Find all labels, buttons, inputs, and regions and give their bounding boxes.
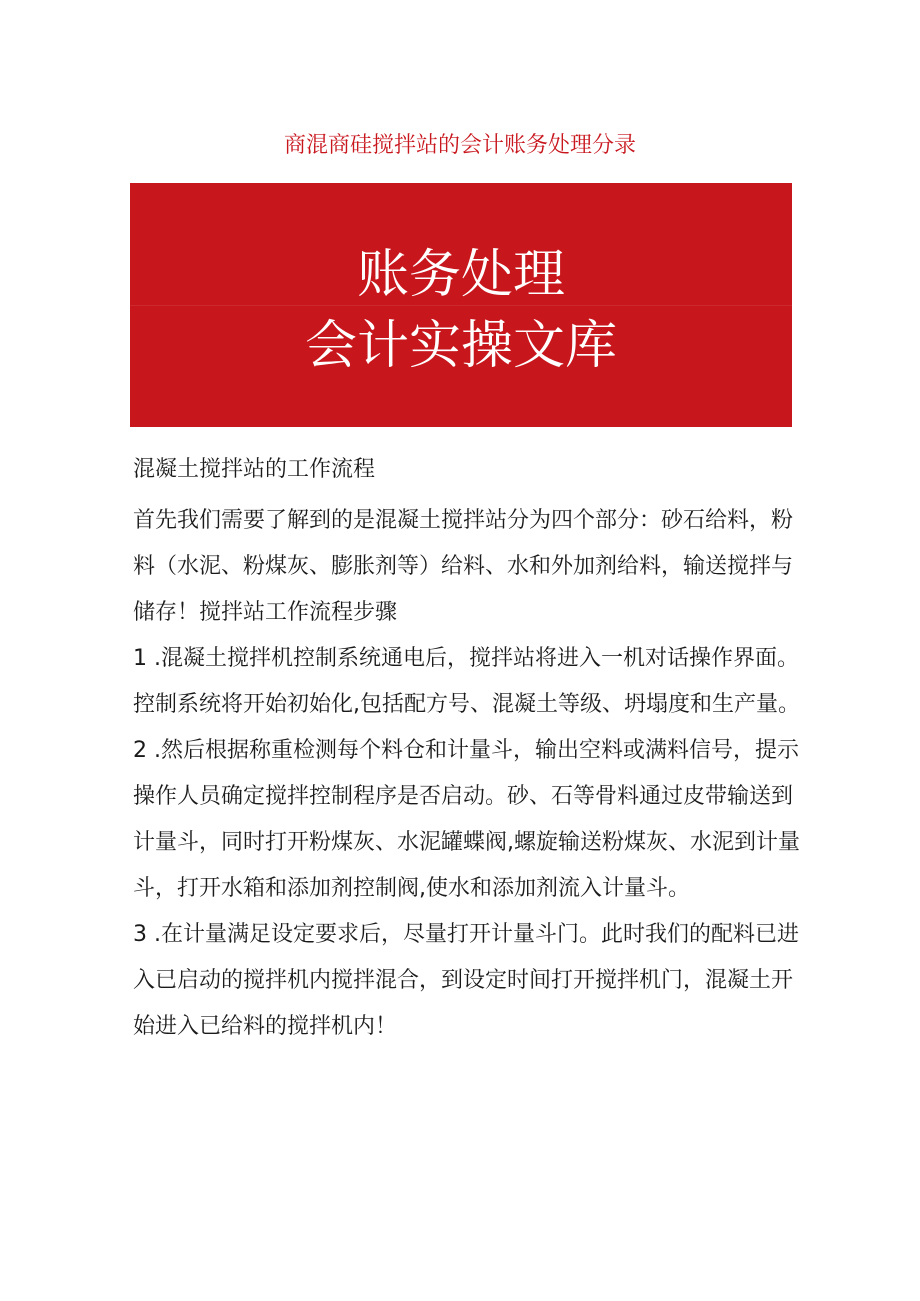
step-2-paragraph: 2 .然后根据称重检测每个料仓和计量斗，输出空料或满料信号，提示操作人员确定搅拌控制程序是否启动。砂、石等骨料通过皮带输送到计量斗，同时打开粉煤灰、水泥罐蝶阀,螺旋输送粉煤灰、水泥到计量斗，打开水箱和添加剂控制阀,使水和添加剂流入计量斗。 [133, 738, 800, 901]
intro-paragraph: 首先我们需要了解到的是混凝土搅拌站分为四个部分：砂石给料，粉料（水泥、粉煤灰、膨胀剂等）给料、水和外加剂给料，输送搅拌与储存！搅拌站工作流程步骤 [133, 508, 794, 625]
title-banner [130, 183, 792, 427]
document-body [133, 450, 803, 1050]
banner-title-line-1: 账务处理 [356, 245, 565, 305]
banner-title-line-2: 会计实操文库 [304, 316, 617, 376]
step-1-paragraph: 1 .混凝土搅拌机控制系统通电后，搅拌站将进入一机对话操作界面。控制系统将开始初始化,包括配方号、混凝土等级、坍塌度和生产量。 [133, 646, 800, 717]
step-3-paragraph: 3 .在计量满足设定要求后，尽量打开计量斗门。此时我们的配料已进入已启动的搅拌机内搅拌混合，到设定时间打开搅拌机门，混凝土开始进入已给料的搅拌机内！ [133, 922, 799, 1039]
section-heading: 混凝土搅拌站的工作流程 [133, 457, 376, 482]
document-title: 商混商硅搅拌站的会计账务处理分录 [283, 133, 636, 158]
